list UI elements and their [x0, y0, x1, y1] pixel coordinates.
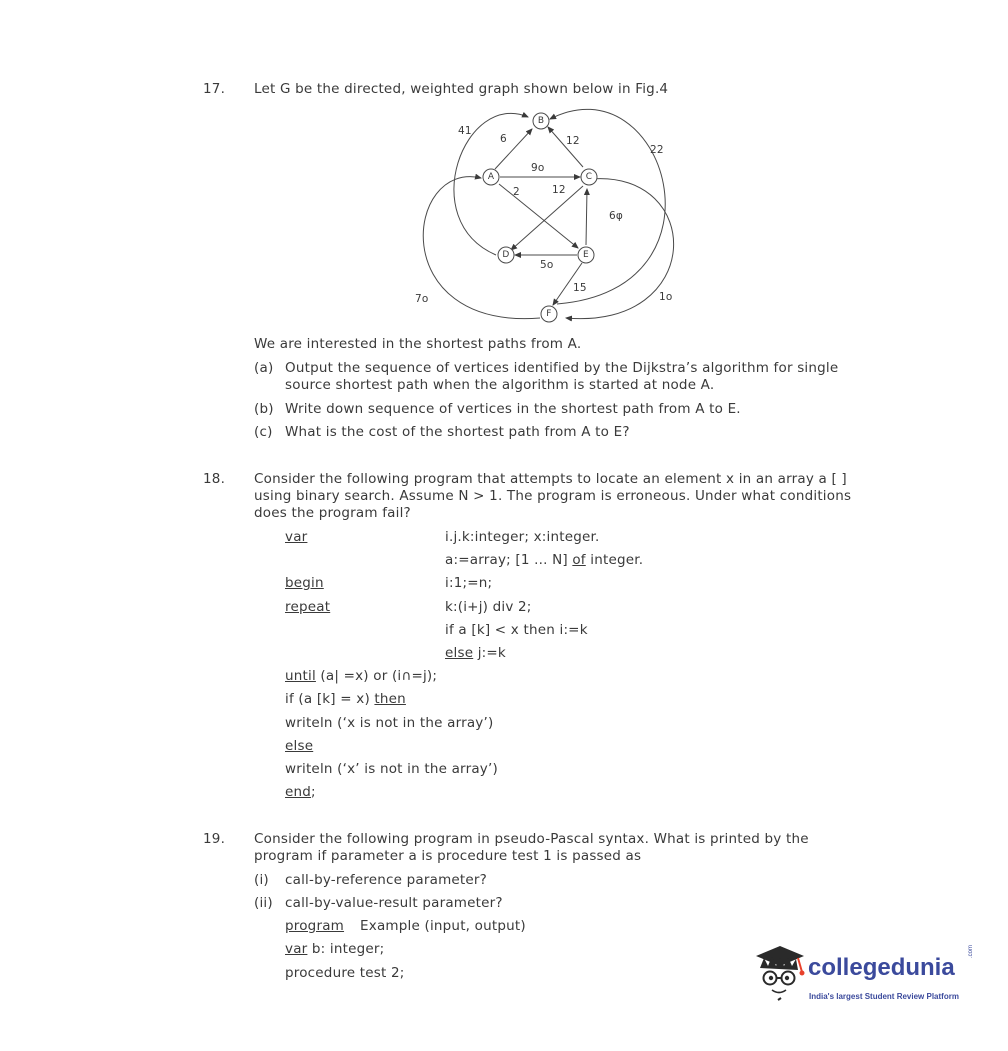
- q19-var-line: [285, 941, 384, 957]
- mascot-icon: [750, 940, 808, 1010]
- weight-a-b: 6: [500, 133, 507, 145]
- code-repeat-stmt1: k:(i+j) div 2;: [445, 599, 532, 615]
- node-c-label: C: [585, 172, 593, 182]
- q17-prompt: Let G be the directed, weighted graph shown below in Fig.4: [254, 81, 669, 97]
- weight-e-c: 12: [552, 184, 566, 196]
- q17-c-label: (c): [254, 424, 273, 440]
- code-of-keyword: of: [572, 552, 586, 568]
- q19-ii-text: call-by-value-result parameter?: [285, 895, 503, 911]
- q19-program-keyword: program: [285, 918, 345, 934]
- code-end-post: ;: [311, 784, 316, 800]
- code-until-stmt: (a| =x) or (i∩=j);: [315, 668, 438, 684]
- weight-f-b: 22: [650, 144, 664, 156]
- q17-intro: We are interested in the shortest paths from A.: [254, 336, 582, 352]
- edge-c-d: [511, 186, 583, 250]
- q19-procedure-line: procedure test 2;: [285, 965, 405, 981]
- edge-b-c: [548, 127, 583, 167]
- q18-number: 18.: [203, 471, 226, 487]
- q19-ii-label: (ii): [254, 895, 273, 911]
- q19-var-keyword: var: [285, 941, 308, 957]
- edge-a-e: [499, 184, 578, 248]
- weight-d-b: 41: [458, 125, 472, 137]
- code-var-line2-pre: a:=array; [1 ... N]: [445, 552, 573, 568]
- q17-b-label: (b): [254, 401, 274, 417]
- weight-c-f: 1o: [659, 291, 673, 303]
- code-if-line: [285, 691, 406, 707]
- code-var-line1: i.j.k:integer; x:integer.: [445, 529, 600, 545]
- q19-program-rest: Example (input, output): [360, 918, 526, 934]
- code-else-line: [445, 645, 506, 661]
- code-writeln2: writeln (‘x’ is not in the array’): [285, 761, 498, 777]
- code-var-line2: [445, 552, 643, 568]
- q17-c-text: What is the cost of the shortest path from A to E?: [285, 424, 630, 440]
- logo-tagline: India's largest Student Review Platform: [809, 992, 959, 1001]
- node-e-label: E: [583, 250, 589, 260]
- code-var-line2-post: integer.: [585, 552, 644, 568]
- weight-e-f: 15: [573, 282, 587, 294]
- q17-a-label: (a): [254, 360, 274, 376]
- q19-i-text: call-by-reference parameter?: [285, 872, 488, 888]
- edge-e-c: [586, 189, 587, 245]
- weight-e-d: 5o: [540, 259, 554, 271]
- code-begin-stmt: i:1;=n;: [445, 575, 493, 591]
- code-until-line: [285, 668, 437, 684]
- collegedunia-logo[interactable]: [750, 940, 980, 1010]
- node-a-label: A: [487, 172, 495, 182]
- code-repeat-stmt2: if a [k] < x then i:=k: [445, 622, 588, 638]
- weight-a-c: 9o: [531, 162, 545, 174]
- q19-prompt: Consider the following program in pseudo-Pascal syntax. What is printed by the program if parameter a is procedure test 1 is passed as: [254, 831, 809, 864]
- q17-b-text: Write down sequence of vertices in the shortest path from A to E.: [285, 401, 741, 417]
- code-until-keyword: until: [285, 668, 316, 684]
- q18-prompt: Consider the following program that attempts to locate an element x in an array a [ ] using binary search. Assume N > 1. The program is erroneous. Under what conditions does the program fail?: [254, 471, 852, 521]
- weight-a-e: 2: [513, 186, 520, 198]
- weight-b-c: 12: [566, 135, 580, 147]
- code-else2-keyword: else: [285, 738, 314, 754]
- code-writeln1: writeln (‘x is not in the array’): [285, 715, 494, 731]
- code-var-keyword: var: [285, 529, 308, 545]
- q17-number: 17.: [203, 81, 226, 97]
- q17-a-text: Output the sequence of vertices identified by the Dijkstra’s algorithm for single source shortest path when the algorithm is started at node A.: [285, 360, 839, 393]
- code-repeat-keyword: repeat: [285, 599, 331, 615]
- node-d-label: D: [502, 250, 510, 260]
- q19-number: 19.: [203, 831, 226, 847]
- code-end-line: [285, 784, 316, 800]
- code-else-stmt: j:=k: [473, 645, 506, 661]
- code-then-keyword: then: [374, 691, 406, 707]
- logo-suffix: .com: [968, 944, 974, 958]
- code-if-pre: if (a [k] = x): [285, 691, 375, 707]
- fig4-graph: [405, 100, 705, 340]
- q19-program-line: [285, 918, 526, 934]
- node-f-label: F: [546, 309, 552, 319]
- q19-var-rest: b: integer;: [307, 941, 385, 957]
- weight-c-e: 6φ: [609, 210, 624, 222]
- q19-i-label: (i): [254, 872, 269, 888]
- weight-f-a: 7o: [415, 293, 429, 305]
- edge-f-a: [423, 177, 540, 319]
- code-end-keyword: end: [285, 784, 312, 800]
- node-b-label: B: [537, 116, 545, 126]
- code-begin-keyword: begin: [285, 575, 324, 591]
- logo-name: collegedunia: [808, 954, 955, 981]
- code-else-keyword: else: [445, 645, 474, 661]
